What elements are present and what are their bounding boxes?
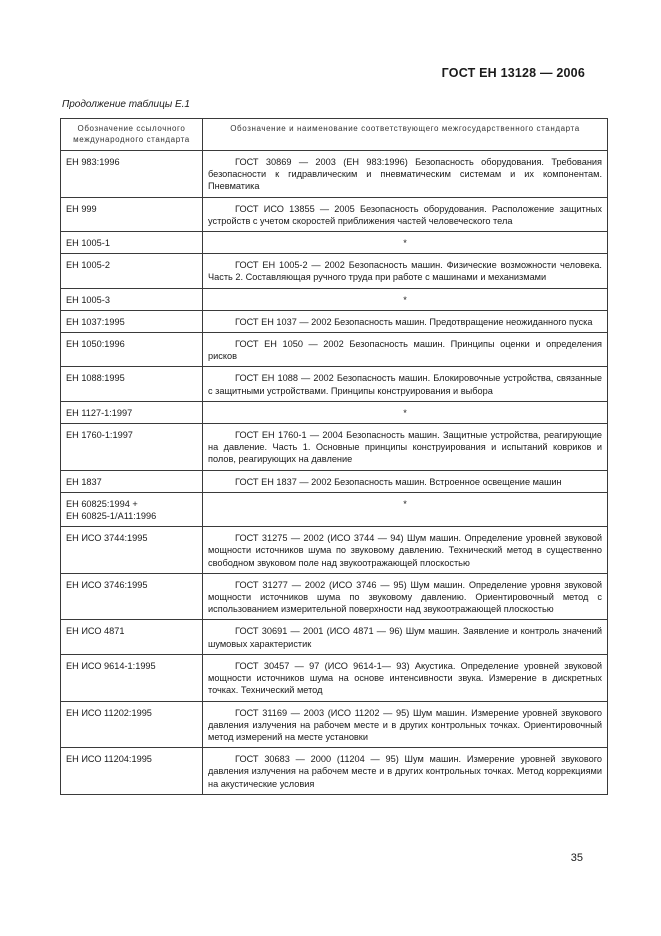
col-header-reference-standard: Обозначение ссылочного международного стандарта	[61, 119, 203, 151]
reference-standard-code: ЕН ИСО 9614-1:1995	[61, 654, 203, 701]
reference-standard-code: ЕН 1760-1:1997	[61, 424, 203, 471]
reference-standard-code: ЕН 1088:1995	[61, 367, 203, 401]
table-row	[61, 701, 608, 748]
reference-standard-code: ЕН 1127-1:1997	[61, 401, 203, 423]
table-row	[61, 333, 608, 367]
table-row	[61, 401, 608, 423]
reference-standard-code: ЕН 1005-1	[61, 232, 203, 254]
table-row	[61, 197, 608, 231]
interstate-standard-description: ГОСТ ЕН 1005-2 — 2002 Безопасность машин. Физические возможности человека. Часть 2. Составляющая ручного труда при работе с машинами и механизмами	[203, 254, 608, 288]
reference-standard-code: ЕН 1005-3	[61, 288, 203, 310]
table-row	[61, 492, 608, 526]
reference-standard-code: ЕН 999	[61, 197, 203, 231]
table-caption: Продолжение таблицы Е.1	[62, 99, 190, 110]
reference-standard-code: ЕН 1037:1995	[61, 310, 203, 332]
interstate-standard-description: ГОСТ 31277 — 2002 (ИСО 3746 — 95) Шум машин. Определение уровня звуковой мощности источников шума по звуковому давлению. Ориентировочный метод с использованием измерительной поверхности над звукоотражающей плоскостью	[203, 573, 608, 620]
reference-standard-code: ЕН 1005-2	[61, 254, 203, 288]
interstate-standard-description: ГОСТ ЕН 1037 — 2002 Безопасность машин. Предотвращение неожиданного пуска	[203, 310, 608, 332]
reference-standard-code: ЕН ИСО 11204:1995	[61, 748, 203, 795]
interstate-standard-description: *	[203, 492, 608, 526]
interstate-standard-description: ГОСТ ЕН 1760-1 — 2004 Безопасность машин. Защитные устройства, реагирующие на давление. Часть 1. Основные принципы конструирования и испытаний ковриков и полов, реагирующих на давление	[203, 424, 608, 471]
table-row	[61, 310, 608, 332]
interstate-standard-description: ГОСТ 30869 — 2003 (ЕН 983:1996) Безопасность оборудования. Требования безопасности к гидравлическим и пневматическим системам и их компонентам. Пневматика	[203, 151, 608, 198]
interstate-standard-description: ГОСТ ЕН 1050 — 2002 Безопасность машин. Принципы оценки и определения рисков	[203, 333, 608, 367]
page-number: 35	[570, 852, 583, 864]
reference-standard-code: ЕН 983:1996	[61, 151, 203, 198]
interstate-standard-description: ГОСТ 30691 — 2001 (ИСО 4871 — 96) Шум машин. Заявление и контроль значений шумовых характеристик	[203, 620, 608, 654]
interstate-standard-description: *	[203, 401, 608, 423]
interstate-standard-description: ГОСТ 31275 — 2002 (ИСО 3744 — 94) Шум машин. Определение уровней звуковой мощности источников шума по звуковому давлению. Технический метод в существенно свободном звуковом поле над звукоотражающей плоскостью	[203, 527, 608, 574]
table-row	[61, 748, 608, 795]
table-row	[61, 367, 608, 401]
interstate-standard-description: *	[203, 232, 608, 254]
document-header: ГОСТ ЕН 13128 — 2006	[441, 66, 585, 80]
interstate-standard-description: ГОСТ ЕН 1088 — 2002 Безопасность машин. Блокировочные устройства, связанные с защитными устройствами. Принципы конструирования и выбора	[203, 367, 608, 401]
col-header-interstate-standard: Обозначение и наименование соответствующего межгосударственного стандарта	[203, 119, 608, 151]
table-row	[61, 527, 608, 574]
standards-table	[60, 118, 608, 795]
reference-standard-code: ЕН 60825:1994 + ЕН 60825-1/А11:1996	[61, 492, 203, 526]
interstate-standard-description: ГОСТ 30457 — 97 (ИСО 9614-1— 93) Акустика. Определение уровней звуковой мощности источников шума на основе интенсивности звука. Измерение в дискретных точках. Технический метод	[203, 654, 608, 701]
table-row	[61, 654, 608, 701]
reference-standard-code: ЕН ИСО 3746:1995	[61, 573, 203, 620]
interstate-standard-description: ГОСТ 31169 — 2003 (ИСО 11202 — 95) Шум машин. Измерение уровней звукового давления излучения на рабочем месте и в других контрольных точках. Ориентировочный метод измерений на месте установки	[203, 701, 608, 748]
interstate-standard-description: ГОСТ ЕН 1837 — 2002 Безопасность машин. Встроенное освещение машин	[203, 470, 608, 492]
interstate-standard-description: ГОСТ ИСО 13855 — 2005 Безопасность оборудования. Расположение защитных устройств с учетом скоростей приближения частей человеческого тела	[203, 197, 608, 231]
interstate-standard-description: ГОСТ 30683 — 2000 (11204 — 95) Шум машин. Измерение уровней звукового давления излучения на рабочем месте и в других контрольных точках. Метод коррекциями на акустические условия	[203, 748, 608, 795]
table-row	[61, 232, 608, 254]
reference-standard-code: ЕН ИСО 11202:1995	[61, 701, 203, 748]
table-row	[61, 573, 608, 620]
table-row	[61, 254, 608, 288]
reference-standard-code: ЕН ИСО 4871	[61, 620, 203, 654]
reference-standard-code: ЕН 1837	[61, 470, 203, 492]
table-row	[61, 424, 608, 471]
table-row	[61, 470, 608, 492]
reference-standard-code: ЕН ИСО 3744:1995	[61, 527, 203, 574]
table-row	[61, 288, 608, 310]
table-row	[61, 151, 608, 198]
table-row	[61, 620, 608, 654]
reference-standard-code: ЕН 1050:1996	[61, 333, 203, 367]
table-body	[61, 151, 608, 795]
interstate-standard-description: *	[203, 288, 608, 310]
table-header-row	[61, 119, 608, 151]
